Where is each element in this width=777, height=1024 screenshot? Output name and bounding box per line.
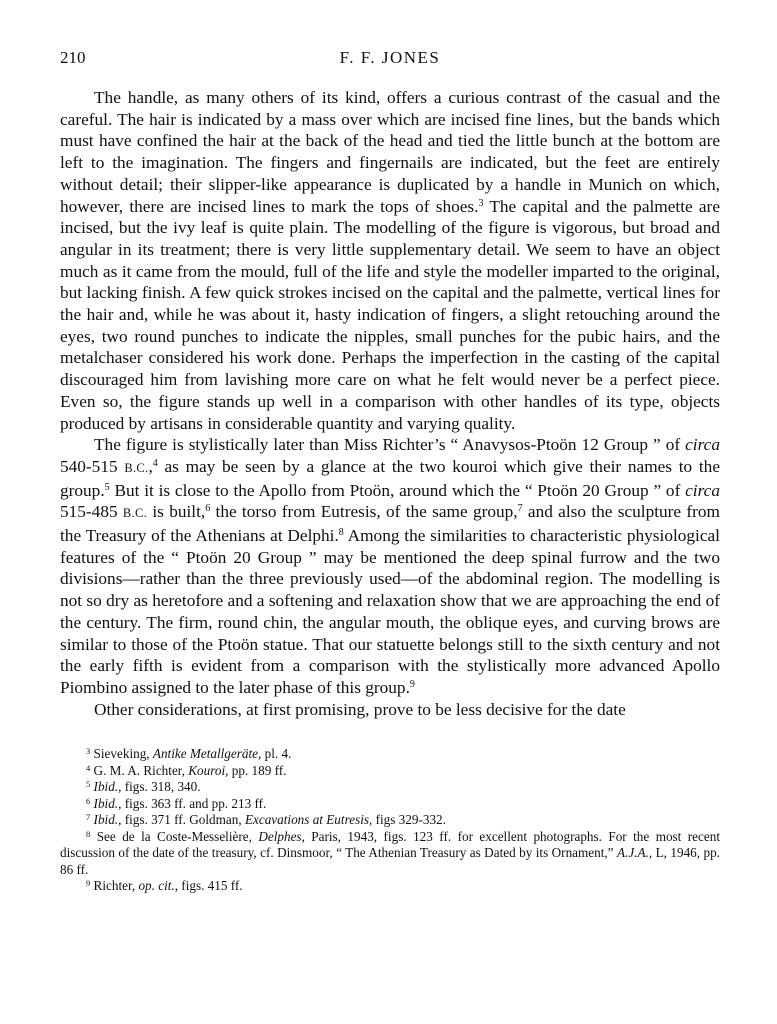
paragraph-3: Other considerations, at first promising, prove to be less decisive for the date bbox=[94, 699, 626, 719]
italic-title: Ibid. bbox=[93, 795, 119, 811]
text-span: the torso from Eutresis, of the same group, bbox=[210, 502, 518, 522]
text-span: Among the similarities to characteristic physiological features of the “ Ptoön 20 Group ” may be mentioned the deep spinal furrow and the two divisions—rather than the three previously used—of the abdominal region. The modelling is not so dry as heretofore and a softening and relaxation show that we are approaching the end of the century. The firm, round chin, the angular mouth, the oblique eyes, and curving brows are similar to those of the Ptoön statue. That our statuette belongs still to the sixth century and not the early fifth is evident from a comparison with the stylistically more advanced Apollo Piombino assigned to the later phase of this group. bbox=[60, 526, 720, 697]
footnote-3 bbox=[60, 746, 720, 763]
text-span: The handle, as many others of its kind, offers a curious contrast of the casual and the careful. The hair is indicated by a mass over which are incised fine lines, but the bands which must have confined the hair at the back of the head and tied the little bunch at the bottom are left to the imagination. The fingers and fingernails are indicated, but the feet are entirely without detail; their slipper-like appearance is duplicated by a handle in Munich on which, however, there are incised lines to mark the tops of shoes. bbox=[60, 88, 720, 216]
small-caps-abbr: B.C. bbox=[124, 460, 149, 475]
text-span: , figs. 415 ff. bbox=[174, 878, 243, 894]
italic-title: Kouroi bbox=[188, 762, 226, 778]
footnote-number: 8 bbox=[86, 828, 91, 839]
footnote-ref: 8 bbox=[338, 527, 344, 539]
text-span: , figs. 363 ff. and pp. 213 ff. bbox=[118, 795, 267, 811]
text-span: as may be seen by a glance at the two kouroi which give their names to the group. bbox=[60, 456, 720, 500]
footnote-number: 4 bbox=[86, 762, 91, 773]
text-span: , figs. 371 ff. Goldman, bbox=[118, 812, 245, 828]
italic-title: Excavations at Eutresis bbox=[244, 812, 369, 828]
text-span: The capital and the palmette are incised, but the ivy leaf is quite plain. The modelling of the figure is vigorous, but broad and angular in its treatment; there is very little supplementary detail. We seem to have an object much as it came from the mould, full of the life and style the modeller imparted to the original, but lacking finish. A few quick strokes incised on the capital and the palmette, vertical lines for the hair and, while he was about it, hasty indication of fingers, a slight retouching around the eyes, two round punches to indicate the nipples, small punches for the pubic hairs, and the metalchaser considered his work done. Perhaps the imperfection in the casting of the capital discouraged him from lavishing more care on what he felt would never be a perfect piece. Even so, the figure stands up well in a comparison with other handles of its type, objects produced by artisans in considerable quantity and varying quality. bbox=[60, 196, 720, 433]
italic-title: Delphes bbox=[258, 828, 302, 844]
body-text bbox=[60, 87, 720, 720]
running-head: F. F. JONES bbox=[339, 48, 441, 67]
footnote-9 bbox=[60, 878, 720, 895]
footnote-number: 5 bbox=[86, 779, 91, 790]
text-span: , figs. 318, 340. bbox=[118, 779, 201, 795]
footnote-number: 6 bbox=[86, 795, 91, 806]
footnote-number: 9 bbox=[86, 878, 91, 889]
small-caps-abbr: B.C. bbox=[122, 506, 148, 521]
footnote-7 bbox=[60, 812, 720, 829]
text-span: , Paris, 1943, figs. 123 ff. for excellent photographs. For the most recent discussion of the date of the treasury, cf. Dinsmoor, “ The Athenian Treasury as Dated by its Ornament,” bbox=[60, 828, 721, 861]
paragraph-1 bbox=[60, 87, 720, 434]
footnote-ref: 9 bbox=[409, 678, 415, 690]
italic-term: circa bbox=[685, 480, 720, 500]
text-span: Sieveking, bbox=[93, 746, 153, 762]
footnote-ref: 6 bbox=[205, 503, 211, 515]
footnote-4 bbox=[60, 763, 720, 780]
footnote-number: 7 bbox=[86, 812, 91, 823]
footnote-5 bbox=[60, 779, 720, 796]
footnote-8 bbox=[60, 829, 720, 879]
text-span: See de la Coste-Messelière, bbox=[96, 828, 259, 844]
text-span: 540-515 bbox=[60, 456, 125, 476]
text-span: , figs 329-332. bbox=[369, 812, 446, 828]
page-header bbox=[60, 48, 720, 74]
text-span: , pp. 189 ff. bbox=[225, 762, 287, 778]
italic-term: circa bbox=[685, 435, 720, 455]
footnote-number: 3 bbox=[86, 746, 91, 757]
text-span: 515-485 bbox=[60, 502, 123, 522]
footnote-ref: 5 bbox=[104, 481, 110, 493]
text-span: Richter, bbox=[93, 878, 139, 894]
italic-title: Antike Metallgeräte bbox=[152, 746, 258, 762]
page-number: 210 bbox=[60, 48, 86, 67]
footnote-ref: 7 bbox=[517, 503, 523, 515]
footnote-ref: 3 bbox=[478, 197, 484, 209]
italic-title: A.J.A. bbox=[616, 845, 649, 861]
italic-title: Ibid. bbox=[93, 779, 119, 795]
footnote-ref: 4 bbox=[152, 457, 158, 469]
paragraph-2 bbox=[60, 434, 720, 698]
text-span: G. M. A. Richter, bbox=[93, 762, 189, 778]
page bbox=[60, 48, 720, 895]
text-span: , L, 1946, pp. 86 ff. bbox=[60, 845, 720, 877]
text-span: , bbox=[148, 456, 153, 476]
italic-title: Ibid. bbox=[93, 812, 119, 828]
footnote-6 bbox=[60, 796, 720, 813]
text-span: , pl. 4. bbox=[258, 746, 292, 762]
text-span: and also the sculpture from the Treasury of the Athenians at Delphi. bbox=[60, 502, 720, 546]
text-span: But it is close to the Apollo from Ptoön, around which the “ Ptoön 20 Group ” of bbox=[109, 480, 686, 500]
text-span: is built, bbox=[147, 502, 206, 522]
italic-title: op. cit. bbox=[138, 878, 175, 894]
footnotes bbox=[60, 746, 720, 895]
text-span: The figure is stylistically later than Miss Richter’s “ Anavysos-Ptoön 12 Group ” of bbox=[94, 435, 686, 455]
